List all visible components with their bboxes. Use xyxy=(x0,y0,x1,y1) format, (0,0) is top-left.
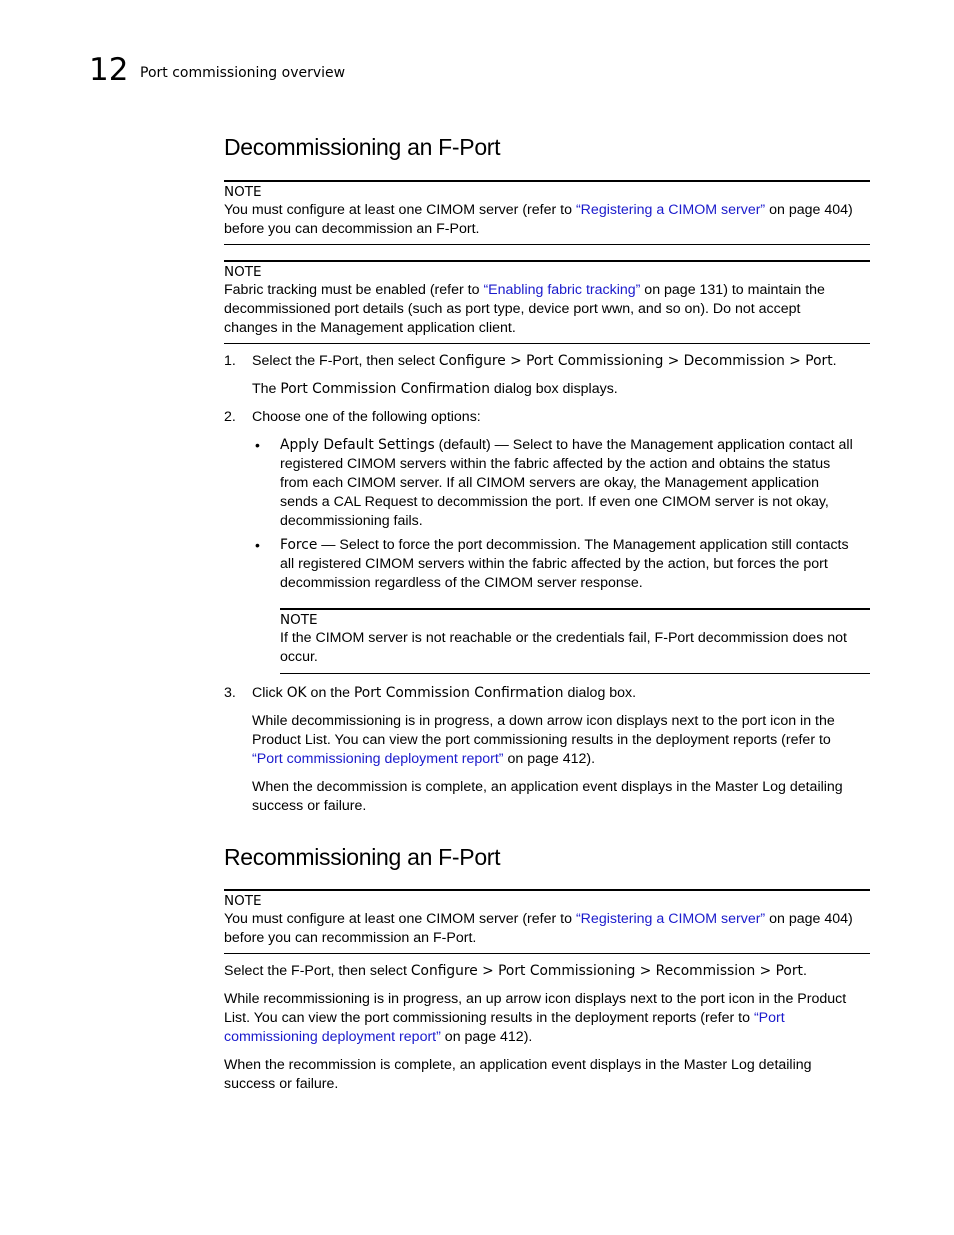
step3-mid: on the xyxy=(306,685,354,701)
option-name: Force xyxy=(280,537,318,553)
note-text-line2: occur. xyxy=(280,649,318,665)
link-registering-cimom[interactable]: “Registering a CIMOM server” xyxy=(575,911,766,927)
link-port-commissioning-report[interactable]: “Port commissioning deployment report” xyxy=(252,751,504,767)
note-text-line2: before you can recommission an F-Port. xyxy=(224,930,477,946)
option-apply-default-settings xyxy=(280,436,872,531)
paragraph-line2: success or failure. xyxy=(224,1076,339,1092)
note-label: NOTE xyxy=(224,893,262,909)
menu-path-decommission: Configure > Port Commissioning > Decommission > Port xyxy=(438,353,833,369)
note-text-line3: changes in the Management application client. xyxy=(224,320,516,336)
note-cimom-required xyxy=(224,180,870,245)
option-force xyxy=(280,536,872,593)
option-desc-line2: registered CIMOM servers within the fabric affected by the action and obtains the status xyxy=(280,456,831,472)
step2-text: Choose one of the following options: xyxy=(252,409,481,425)
paragraph-line2: success or failure. xyxy=(252,798,367,814)
paragraph-post: on page 412). xyxy=(440,1029,533,1045)
note-text xyxy=(224,910,870,948)
dialog-name: Port Commission Confirmation xyxy=(353,685,564,701)
link-port-commissioning-report[interactable]: “Port xyxy=(753,1010,785,1026)
note-fabric-tracking xyxy=(224,260,870,344)
step3-text xyxy=(252,684,872,703)
option-desc-line3: decommission regardless of the CIMOM server response. xyxy=(280,575,643,591)
option-desc-line5: decommissioning fails. xyxy=(280,513,423,529)
recommission-complete-paragraph xyxy=(224,1056,872,1094)
note-text-pre: You must configure at least one CIMOM server (refer to xyxy=(224,202,576,218)
note-text-post: on page 404) xyxy=(765,911,853,927)
section-heading-recommission: Recommissioning an F-Port xyxy=(224,844,501,870)
step-pre: Select the F-Port, then select xyxy=(224,963,411,979)
step1-result-post: dialog box displays. xyxy=(489,381,618,397)
note-text-line1: If the CIMOM server is not reachable or the credentials fail, F-Port decommission does not xyxy=(280,630,847,646)
paragraph-post: on page 412). xyxy=(503,751,596,767)
note-cimom-required xyxy=(224,889,870,954)
note-label: NOTE xyxy=(224,264,262,280)
option-desc-line2: all registered CIMOM servers within the fabric affected by the action, but forces the port xyxy=(280,556,828,572)
step3-post: dialog box. xyxy=(563,685,637,701)
paragraph-line1: While recommissioning is in progress, an up arrow icon displays next to the port icon in the Product xyxy=(224,991,847,1007)
paragraph-line1: When the decommission is complete, an application event displays in the Master Log detailing xyxy=(252,779,843,795)
option-desc-line1: (default) — Select to have the Management application contact all xyxy=(434,437,853,453)
note-text xyxy=(280,629,870,667)
paragraph-line1: While decommissioning is in progress, a down arrow icon displays next to the port icon in the xyxy=(252,713,835,729)
note-text xyxy=(224,281,870,338)
step-number: 2. xyxy=(224,409,236,425)
option-desc-line3: from each CIMOM server. If all CIMOM servers are okay, the Management application xyxy=(280,475,820,491)
option-name: Apply Default Settings xyxy=(280,437,435,453)
link-enabling-fabric-tracking[interactable]: “Enabling fabric tracking” xyxy=(483,282,641,298)
running-title: Port commissioning overview xyxy=(140,65,346,81)
step-number: 3. xyxy=(224,685,236,701)
paragraph-line2: List. You can view the port commissioning results in the deployment reports (refer to xyxy=(224,1010,754,1026)
step1-result xyxy=(252,380,872,399)
note-text xyxy=(224,201,870,239)
section-heading-decommission: Decommissioning an F-Port xyxy=(224,134,501,160)
note-label: NOTE xyxy=(224,184,262,200)
step3-pre: Click xyxy=(252,685,287,701)
step-number: 1. xyxy=(224,353,236,369)
step1-result-pre: The xyxy=(252,381,281,397)
note-text-post: on page 404) xyxy=(765,202,853,218)
recommission-step-text xyxy=(224,962,872,981)
step3-progress-paragraph xyxy=(252,712,872,769)
option-desc-line1: — Select to force the port decommission. The Management application still contacts xyxy=(317,537,849,553)
note-text-pre: You must configure at least one CIMOM server (refer to xyxy=(224,911,576,927)
step3-complete-paragraph xyxy=(252,778,872,816)
note-cimom-unreachable xyxy=(280,608,870,674)
paragraph-line2: Product List. You can view the port commissioning results in the deployment reports (refer to xyxy=(252,732,831,748)
step1-pre: Select the F-Port, then select xyxy=(252,353,439,369)
link-port-commissioning-report[interactable]: commissioning deployment report” xyxy=(224,1029,441,1045)
note-label: NOTE xyxy=(280,612,318,628)
recommission-progress-paragraph xyxy=(224,990,872,1047)
note-text-line2: decommissioned port details (such as port type, device port wwn, and so on). Do not accept xyxy=(224,301,801,317)
menu-path-recommission: Configure > Port Commissioning > Recommission > Port xyxy=(410,963,803,979)
paragraph-line1: When the recommission is complete, an application event displays in the Master Log detailing xyxy=(224,1057,812,1073)
chapter-number: 12 xyxy=(89,52,129,88)
note-text-pre: Fabric tracking must be enabled (refer to xyxy=(224,282,484,298)
option-desc-line4: sends a CAL Request to decommission the port. If even one CIMOM server is not okay, xyxy=(280,494,829,510)
note-text-post: on page 131) to maintain the xyxy=(640,282,825,298)
note-text-line2: before you can decommission an F-Port. xyxy=(224,221,480,237)
dialog-name: Port Commission Confirmation xyxy=(280,381,490,397)
link-registering-cimom[interactable]: “Registering a CIMOM server” xyxy=(575,202,766,218)
step-post: . xyxy=(802,963,807,979)
step1-post: . xyxy=(832,353,837,369)
step1-text xyxy=(252,352,872,371)
bullet: • xyxy=(255,537,260,553)
ok-label: OK xyxy=(286,685,307,701)
bullet: • xyxy=(255,437,260,453)
